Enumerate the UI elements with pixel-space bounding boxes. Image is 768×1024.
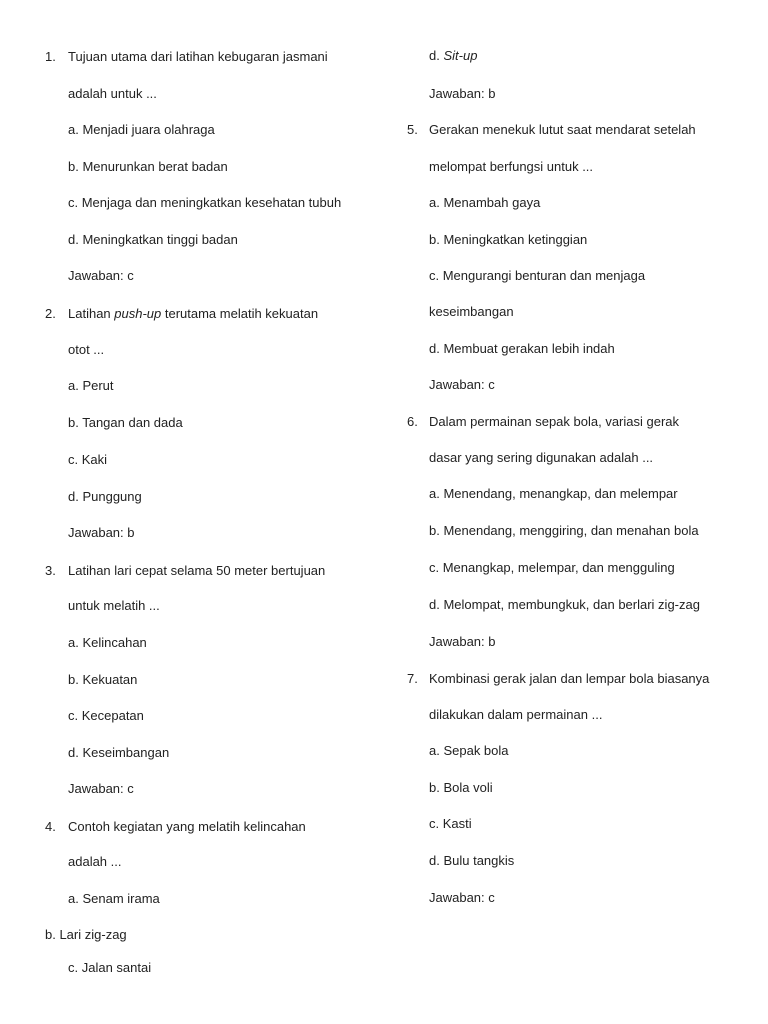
option-d-italic: Sit-up bbox=[443, 48, 478, 63]
question-number: 1. bbox=[45, 49, 56, 64]
answer: Jawaban: c bbox=[68, 781, 134, 796]
option-b: b. Tangan dan dada bbox=[68, 415, 183, 430]
question-number: 6. bbox=[407, 414, 418, 429]
question-number: 4. bbox=[45, 819, 56, 834]
option-b: b. Kekuatan bbox=[68, 672, 138, 687]
question-text: untuk melatih ... bbox=[68, 598, 160, 613]
option-c-continued: keseimbangan bbox=[429, 304, 514, 319]
question-text: Kombinasi gerak jalan dan lempar bola biasanya bbox=[429, 671, 710, 686]
option-a: a. Menjadi juara olahraga bbox=[68, 122, 215, 137]
answer: Jawaban: b bbox=[429, 86, 496, 101]
question-text: Contoh kegiatan yang melatih kelincahan bbox=[68, 819, 306, 834]
answer: Jawaban: c bbox=[68, 268, 134, 283]
option-a: a. Senam irama bbox=[68, 891, 160, 906]
question-text: adalah ... bbox=[68, 854, 122, 869]
question-text: dilakukan dalam permainan ... bbox=[429, 707, 603, 722]
option-c: c. Menangkap, melempar, dan mengguling bbox=[429, 560, 675, 575]
option-d: d. Membuat gerakan lebih indah bbox=[429, 341, 615, 356]
question-text: dasar yang sering digunakan adalah ... bbox=[429, 450, 654, 465]
option-b: b. Lari zig-zag bbox=[45, 927, 127, 942]
option-b: b. Menurunkan berat badan bbox=[68, 159, 228, 174]
option-a: a. Menendang, menangkap, dan melempar bbox=[429, 486, 678, 501]
option-b: b. Meningkatkan ketinggian bbox=[429, 232, 588, 247]
option-d: d. Melompat, membungkuk, dan berlari zig-zag bbox=[429, 597, 700, 612]
question-text: Tujuan utama dari latihan kebugaran jasmani bbox=[68, 49, 328, 64]
option-a: a. Sepak bola bbox=[429, 743, 509, 758]
question-text: Dalam permainan sepak bola, variasi gerak bbox=[429, 414, 680, 429]
option-d: d. Keseimbangan bbox=[68, 745, 170, 760]
question-text: melompat berfungsi untuk ... bbox=[429, 159, 594, 174]
option-c: c. Kaki bbox=[68, 452, 108, 467]
option-c: c. Kasti bbox=[429, 816, 472, 831]
option-a: a. Kelincahan bbox=[68, 635, 147, 650]
option-a: a. Menambah gaya bbox=[429, 195, 541, 210]
answer: Jawaban: b bbox=[68, 525, 135, 540]
question-number: 5. bbox=[407, 122, 418, 137]
option-b: b. Menendang, menggiring, dan menahan bola bbox=[429, 523, 699, 538]
option-c: c. Menjaga dan meningkatkan kesehatan tubuh bbox=[68, 195, 342, 210]
answer: Jawaban: c bbox=[429, 377, 495, 392]
question-text: Gerakan menekuk lutut saat mendarat setelah bbox=[429, 122, 696, 137]
option-d: d. Meningkatkan tinggi badan bbox=[68, 232, 238, 247]
question-text: adalah untuk ... bbox=[68, 86, 157, 101]
option-c: c. Jalan santai bbox=[68, 960, 152, 975]
answer: Jawaban: c bbox=[429, 890, 495, 905]
option-c: c. Kecepatan bbox=[68, 708, 144, 723]
option-d: d. Bulu tangkis bbox=[429, 853, 515, 868]
option-a: a. Perut bbox=[68, 378, 114, 393]
question-number: 7. bbox=[407, 671, 418, 686]
answer: Jawaban: b bbox=[429, 634, 496, 649]
question-number: 3. bbox=[45, 563, 56, 578]
question-text-prefix: Latihan bbox=[68, 306, 115, 321]
question-text bbox=[68, 306, 318, 322]
option-b: b. Bola voli bbox=[429, 780, 493, 795]
question-text: otot ... bbox=[68, 342, 105, 357]
question-number: 2. bbox=[45, 306, 56, 321]
option-d bbox=[429, 48, 477, 64]
question-text-italic: push-up bbox=[114, 306, 162, 321]
option-d: d. Punggung bbox=[68, 489, 142, 504]
question-text-suffix: terutama melatih kekuatan bbox=[161, 306, 319, 321]
question-text: Latihan lari cepat selama 50 meter bertujuan bbox=[68, 563, 326, 578]
option-c: c. Mengurangi benturan dan menjaga bbox=[429, 268, 646, 283]
option-d-prefix: d. bbox=[429, 48, 444, 63]
